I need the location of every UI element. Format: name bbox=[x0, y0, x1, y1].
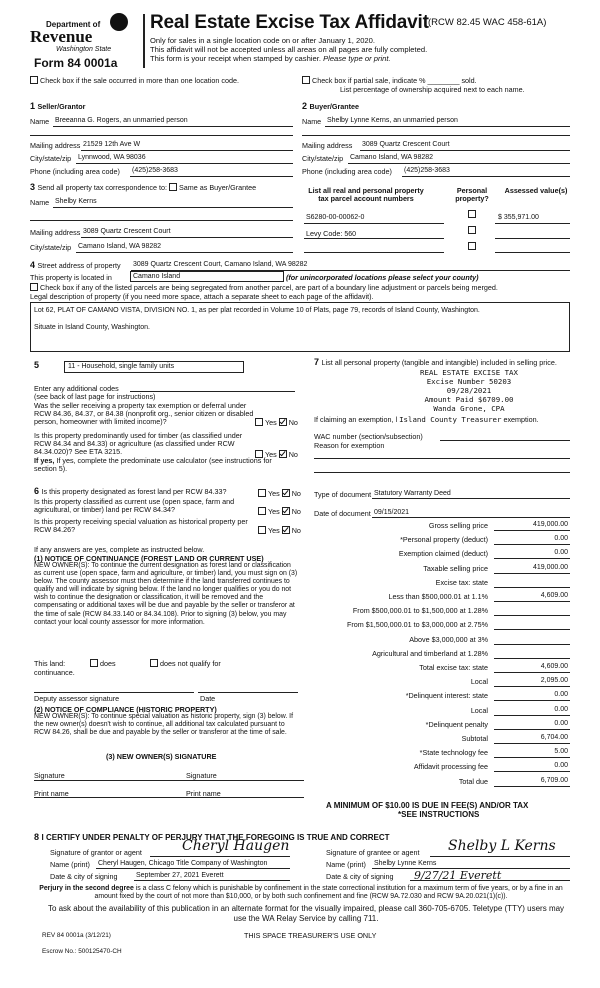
tax-row-underline bbox=[494, 757, 570, 758]
tax-row-label: Above $3,000,000 at 3% bbox=[409, 634, 488, 644]
dept-line1: Department of bbox=[46, 20, 101, 29]
continuance-heading: (1) NOTICE OF CONTINUANCE (FOREST LAND OR CURRENT USE) bbox=[34, 554, 264, 563]
dept-line3: Washington State bbox=[56, 46, 112, 53]
new-owner-print-label-2: Print name bbox=[186, 789, 221, 798]
tax-row-label: Total due bbox=[458, 776, 488, 786]
tax-row-underline bbox=[494, 644, 570, 645]
tax-row-label: *Personal property (deduct) bbox=[400, 535, 488, 545]
current-use-yes-no[interactable]: Yes No bbox=[258, 507, 301, 516]
escrow-number: Escrow No.: 500125470-CH bbox=[42, 948, 122, 955]
form-title: Real Estate Excise Tax Affidavit bbox=[150, 12, 429, 33]
historic-yes-no[interactable]: Yes No bbox=[258, 526, 301, 535]
tax-corr-city-label: City/state/zip bbox=[30, 243, 72, 252]
buyer-name-field[interactable]: Shelby Lynne Kerns, an unmarried person bbox=[327, 117, 458, 124]
tax-row-label: Excise tax: state bbox=[435, 577, 488, 587]
tax-row-label: From $1,500,000.01 to $3,000,000 at 2.75% bbox=[346, 620, 488, 630]
additional-codes-label: Enter any additional codes bbox=[34, 384, 119, 393]
doc-type-label: Type of document bbox=[314, 490, 372, 499]
exemption-question: Was the seller receiving a property tax exemption or deferral under RCW 84.36, 84.37, or 84.38 (nonprofit org., senior citizen or disabled person, homeowner with limited income)? bbox=[34, 401, 254, 427]
if-any-yes-note: If any answers are yes, complete as instructed below. bbox=[34, 545, 205, 554]
tax-row-underline bbox=[494, 601, 570, 602]
tax-row-label: Affidavit processing fee bbox=[413, 762, 488, 772]
seller-phone-label: Phone (including area code) bbox=[30, 167, 120, 176]
section2-heading: 2 Buyer/Grantee bbox=[302, 101, 360, 111]
buyer-mail-label: Mailing address bbox=[302, 141, 353, 150]
timber-yes-no[interactable]: Yes No bbox=[255, 450, 298, 459]
compliance-text: NEW OWNER(S): To continue special valuation as historic property, sign (3) below. If the new owner(s) doesn't wish to continue, all additional tax calculated pursuant to RCW 84.26, shall be due and payable by the seller or transferor at the time of sale. bbox=[34, 713, 294, 737]
treasurer-stamp: REAL ESTATE EXCISE TAX Excise Number 50203 09/28/2021 Amount Paid $6709.00 Wanda Grone, CPA bbox=[420, 368, 518, 413]
street-address-field[interactable]: 3089 Quartz Crescent Court, Camano Island, WA 98282 bbox=[133, 261, 308, 268]
section3-heading: 3 Send all property tax correspondence to: Same as Buyer/Grantee bbox=[30, 182, 257, 192]
predominate-use-note: If yes, If yes, complete the predominate use calculator (see instructions for section 5). bbox=[34, 456, 272, 474]
tax-corr-name-label: Name bbox=[30, 198, 50, 207]
section7-heading: 7 List all personal property (tangible and intangible) included in selling price. bbox=[314, 357, 557, 367]
new-owner-signature-label-1: Signature bbox=[34, 771, 65, 780]
this-land-label: This land: bbox=[34, 659, 66, 668]
grantor-name-label: Name (print) bbox=[50, 860, 90, 869]
tax-row-value[interactable]: 0.00 bbox=[554, 705, 568, 713]
street-address-label: 4 Street address of property bbox=[30, 260, 121, 270]
reason-label: Reason for exemption bbox=[314, 441, 385, 450]
grantee-signature-label: Signature of grantee or agent bbox=[326, 848, 420, 857]
header-divider bbox=[143, 14, 145, 68]
tax-row-underline bbox=[494, 615, 570, 616]
does-checkbox[interactable]: does bbox=[90, 659, 116, 668]
current-use-question: Is this property classified as current use (open space, farm and agricultural, or timber) land per RCW 84.34? bbox=[34, 497, 235, 515]
location-note: (for unincorporated locations please select your county) bbox=[286, 273, 479, 282]
legal-description-label: Legal description of property (if you need more space, attach a separate sheet to each page of the affidavit). bbox=[30, 292, 374, 301]
new-owner-signature-heading: (3) NEW OWNER(S) SIGNATURE bbox=[106, 752, 217, 761]
tax-row-underline bbox=[494, 729, 570, 730]
seller-mail-field[interactable]: 21529 12th Ave W bbox=[83, 141, 141, 148]
grantor-name-field[interactable]: Cheryl Haugen, Chicago Title Company of Washington bbox=[98, 860, 268, 867]
grantee-name-label: Name (print) bbox=[326, 860, 366, 869]
continuance-text: NEW OWNER(S): To continue the current designation as forest land or classification as current use (open space, farm and agriculture, or timber) land, you must sign on (3) below. The county assessor must then determine if the land transferred continues to qualify and will indicate by signing below. If the land no longer qualifies or you do not wish to continue the designation or classification, it will be removed and the compensating or additional taxes will be due and payable by the seller or transferor at the time of sale (RCW 84.33.140 or 84.34.108). Prior to signing (3) below, you may contact your local county assessor for more information. bbox=[34, 562, 298, 626]
new-owner-signature-label-2: Signature bbox=[186, 771, 217, 780]
does-not-checkbox[interactable]: does not qualify for bbox=[150, 659, 221, 668]
grantee-date-field[interactable]: 9/27/21 Everett bbox=[414, 869, 502, 882]
tax-row-value[interactable]: 0.00 bbox=[554, 762, 568, 770]
doc-date-label: Date of document bbox=[314, 509, 371, 518]
tax-row-value[interactable]: 0.00 bbox=[554, 719, 568, 727]
timber-question: Is this property predominantly used for timber (as classified under RCW 84.34 and 84.33) or agriculture (as classified under RCW 84.34.020)? See ETA 3215. bbox=[34, 431, 243, 457]
new-owner-print-label-1: Print name bbox=[34, 789, 69, 798]
tax-row-label: Taxable selling price bbox=[423, 563, 488, 573]
location-select[interactable]: Camano Island bbox=[130, 271, 284, 282]
seller-city-label: City/state/zip bbox=[30, 154, 72, 163]
personal-col-header: Personal property? bbox=[455, 186, 489, 204]
forest-question: 6 Is this property designated as forest land per RCW 84.33? bbox=[34, 486, 227, 496]
tax-row-underline bbox=[494, 558, 570, 559]
tax-row-label: Gross selling price bbox=[428, 521, 488, 530]
tax-row-label: Local bbox=[470, 705, 488, 715]
minimum-fee-note: A MINIMUM OF $10.00 IS DUE IN FEE(S) AND/OR TAX bbox=[326, 801, 529, 810]
exemption-claim-line: If claiming an exemption, l Island County Treasurer exemption. bbox=[314, 415, 539, 424]
tax-row-value[interactable]: 4,609.00 bbox=[540, 592, 568, 599]
buyer-city-label: City/state/zip bbox=[302, 154, 344, 163]
tax-row-underline bbox=[494, 573, 570, 574]
grantee-date-label: Date & city of signing bbox=[326, 872, 394, 881]
tax-row-label: Subtotal bbox=[461, 734, 488, 743]
legal-description-line2: Situate in Island County, Washington. bbox=[34, 324, 150, 331]
levy-code-field[interactable]: Levy Code: 560 bbox=[306, 229, 357, 238]
seller-phone-field[interactable]: (425)258-3683 bbox=[132, 167, 178, 174]
legal-description-line1: Lot 62, PLAT OF CAMANO VISTA, DIVISION NO. 1, as per plat recorded in Volume 10 of Plats, page 79, records of Island County, Washington. bbox=[34, 307, 480, 314]
grantor-signature-label: Signature of grantor or agent bbox=[50, 848, 142, 857]
tax-row-underline bbox=[494, 771, 570, 772]
doc-date-field[interactable]: 09/15/2021 bbox=[374, 509, 410, 516]
tax-row-value[interactable]: 6,709.00 bbox=[540, 776, 568, 784]
compliance-heading: (2) NOTICE OF COMPLIANCE (HISTORIC PROPERTY) bbox=[34, 705, 217, 714]
buyer-phone-field[interactable]: (425)258-3683 bbox=[404, 167, 450, 174]
tax-corr-mail-field[interactable]: 3089 Quartz Crescent Court bbox=[83, 228, 171, 235]
seller-city-field[interactable]: Lynnwood, WA 98036 bbox=[78, 154, 146, 161]
tax-row-value[interactable]: 0.00 bbox=[554, 691, 568, 699]
header-note-2: This affidavit will not be accepted unless all areas on all pages are fully completed. bbox=[150, 45, 428, 54]
form-number: Form 84 0001a bbox=[34, 56, 118, 70]
grantor-date-label: Date & city of signing bbox=[50, 872, 118, 881]
partial-sale-checkbox[interactable]: Check box if partial sale, indicate % ________ sold. bbox=[302, 76, 477, 85]
doc-type-field[interactable]: Statutory Warranty Deed bbox=[374, 490, 451, 497]
section5-number: 5 bbox=[34, 360, 40, 370]
exemption-yes-no[interactable]: Yes No bbox=[255, 418, 298, 427]
partial-sale-note: List percentage of ownership acquired next to each name. bbox=[340, 85, 525, 94]
multi-location-checkbox[interactable]: Check box if the sale occurred in more than one location code. bbox=[30, 76, 239, 85]
availability-note: To ask about the availability of this publication in an alternate format for the visually impaired, please call 360-705-6705. Teletype (TTY) users may use the WA Relay Service by calling 711. bbox=[47, 904, 565, 923]
tax-row-underline bbox=[494, 530, 570, 531]
tax-row-label: *Delinquent interest: state bbox=[405, 691, 488, 701]
wac-label: WAC number (section/subsection) bbox=[314, 432, 423, 441]
buyer-phone-label: Phone (including area code) bbox=[302, 167, 392, 176]
tax-corr-mail-label: Mailing address bbox=[30, 228, 81, 237]
certify-heading: 8 I CERTIFY UNDER PENALTY OF PERJURY THAT THE FOREGOING IS TRUE AND CORRECT bbox=[34, 832, 390, 842]
treasurer-use-label: THIS SPACE TREASURER'S USE ONLY bbox=[244, 931, 377, 940]
tax-row-value[interactable]: 4,609.00 bbox=[540, 663, 568, 670]
tax-row-value[interactable]: 2,095.00 bbox=[540, 677, 568, 685]
tax-row-underline bbox=[494, 629, 570, 630]
tax-row-label: Total excise tax: state bbox=[419, 663, 488, 672]
tax-row-label: Agricultural and timberland at 1.28% bbox=[372, 648, 488, 658]
tax-row-underline bbox=[494, 587, 570, 588]
revision-label: REV 84 0001a (3/12/21) bbox=[42, 932, 111, 939]
seller-mail-label: Mailing address bbox=[30, 141, 81, 150]
continuance-label: continuance. bbox=[34, 668, 75, 677]
tax-row-value[interactable]: 6,704.00 bbox=[540, 734, 568, 741]
tax-row-underline bbox=[494, 672, 570, 673]
personal-checkbox-3[interactable] bbox=[468, 242, 478, 251]
location-label: This property is located in bbox=[30, 273, 112, 282]
see-instructions: *SEE INSTRUCTIONS bbox=[398, 810, 480, 819]
form-citation: (RCW 82.45 WAC 458-61A) bbox=[428, 17, 547, 28]
parcel-col-header: List all real and personal property tax parcel account numbers bbox=[308, 186, 424, 204]
seller-name-field[interactable]: Breeanna G. Rogers, an unmarried person bbox=[55, 117, 188, 124]
tax-row-label: From $500,000.01 to $1,500,000 at 1.28% bbox=[352, 606, 488, 616]
historic-question: Is this property receiving special valuation as historical property per RCW 84.26? bbox=[34, 517, 248, 535]
header-note-3: This form is your receipt when stamped by cashier. Please type or print. bbox=[150, 54, 391, 63]
tax-row-label: Less than $500,000.01 at 1.1% bbox=[388, 592, 488, 601]
tax-row-value[interactable]: 0.00 bbox=[554, 535, 568, 543]
grantee-signature[interactable]: Shelby L Kerns bbox=[448, 838, 556, 854]
tax-row-label: Exemption claimed (deduct) bbox=[398, 549, 488, 559]
personal-checkbox-2[interactable] bbox=[468, 226, 478, 235]
tax-row-value[interactable]: 419,000.00 bbox=[532, 521, 568, 528]
tax-row-underline bbox=[494, 700, 570, 701]
tax-row-underline bbox=[494, 658, 570, 659]
personal-checkbox-1[interactable] bbox=[468, 210, 478, 219]
parcel-number-field[interactable]: S6280-00-00062-0 bbox=[306, 214, 365, 221]
grantor-date-field[interactable]: September 27, 2021 Everett bbox=[136, 872, 224, 879]
land-use-select[interactable]: 11 - Household, single family units bbox=[64, 361, 244, 373]
tax-row-underline bbox=[494, 715, 570, 716]
tax-row-value[interactable]: 0.00 bbox=[554, 549, 568, 557]
tax-row-label: *State technology fee bbox=[419, 748, 488, 758]
buyer-mail-field[interactable]: 3089 Quartz Crescent Court bbox=[362, 141, 450, 148]
revenue-logo-icon bbox=[110, 13, 128, 31]
tax-row-underline bbox=[494, 743, 570, 744]
tax-row-underline bbox=[494, 686, 570, 687]
deputy-date-label: Date bbox=[200, 694, 216, 703]
additional-codes-note: (see back of last page for instructions) bbox=[34, 392, 156, 401]
tax-row-value[interactable]: 5.00 bbox=[554, 748, 568, 756]
assessed-col-header: Assessed value(s) bbox=[504, 186, 568, 195]
segregated-checkbox[interactable]: Check box if any of the listed parcels are being segregated from another parcel, are part of a boundary line adjustment or parcels being merged. bbox=[30, 283, 498, 292]
header-note-1: Only for sales in a single location code on or after January 1, 2020. bbox=[150, 36, 375, 45]
tax-corr-city-field[interactable]: Camano Island, WA 98282 bbox=[78, 243, 162, 250]
assessed-value-field[interactable]: $ 355,971.00 bbox=[498, 214, 539, 221]
deputy-signature-label: Deputy assessor signature bbox=[34, 694, 120, 703]
grantee-name-field[interactable]: Shelby Lynne Kerns bbox=[374, 860, 437, 867]
tax-row-underline bbox=[494, 544, 570, 545]
buyer-name-label: Name bbox=[302, 117, 322, 126]
forest-yes-no[interactable]: Yes No bbox=[258, 489, 301, 498]
seller-name-label: Name bbox=[30, 117, 50, 126]
tax-row-label: Local bbox=[470, 677, 488, 687]
perjury-statement: Perjury in the second degree is a class C felony which is punishable by confinement in the state correctional institution for a maximum term of five years, or by a fine in an amount fixed by the court of not more than $10,000, or by both such confinement and fine (RCW 9A.72.030 and RCW 9A.20.021(1)(c)). bbox=[39, 885, 563, 900]
buyer-city-field[interactable]: Camano Island, WA 98282 bbox=[350, 154, 434, 161]
section1-heading: 1 Seller/Grantor bbox=[30, 101, 86, 111]
tax-row-label: *Delinquent penalty bbox=[425, 719, 488, 729]
tax-row-value[interactable]: 419,000.00 bbox=[532, 563, 568, 571]
grantor-signature[interactable]: Cheryl Haugen bbox=[182, 838, 290, 854]
dept-line2: Revenue bbox=[30, 27, 93, 46]
tax-corr-name-field[interactable]: Shelby Kerns bbox=[55, 198, 97, 205]
tax-row-underline bbox=[494, 786, 570, 787]
